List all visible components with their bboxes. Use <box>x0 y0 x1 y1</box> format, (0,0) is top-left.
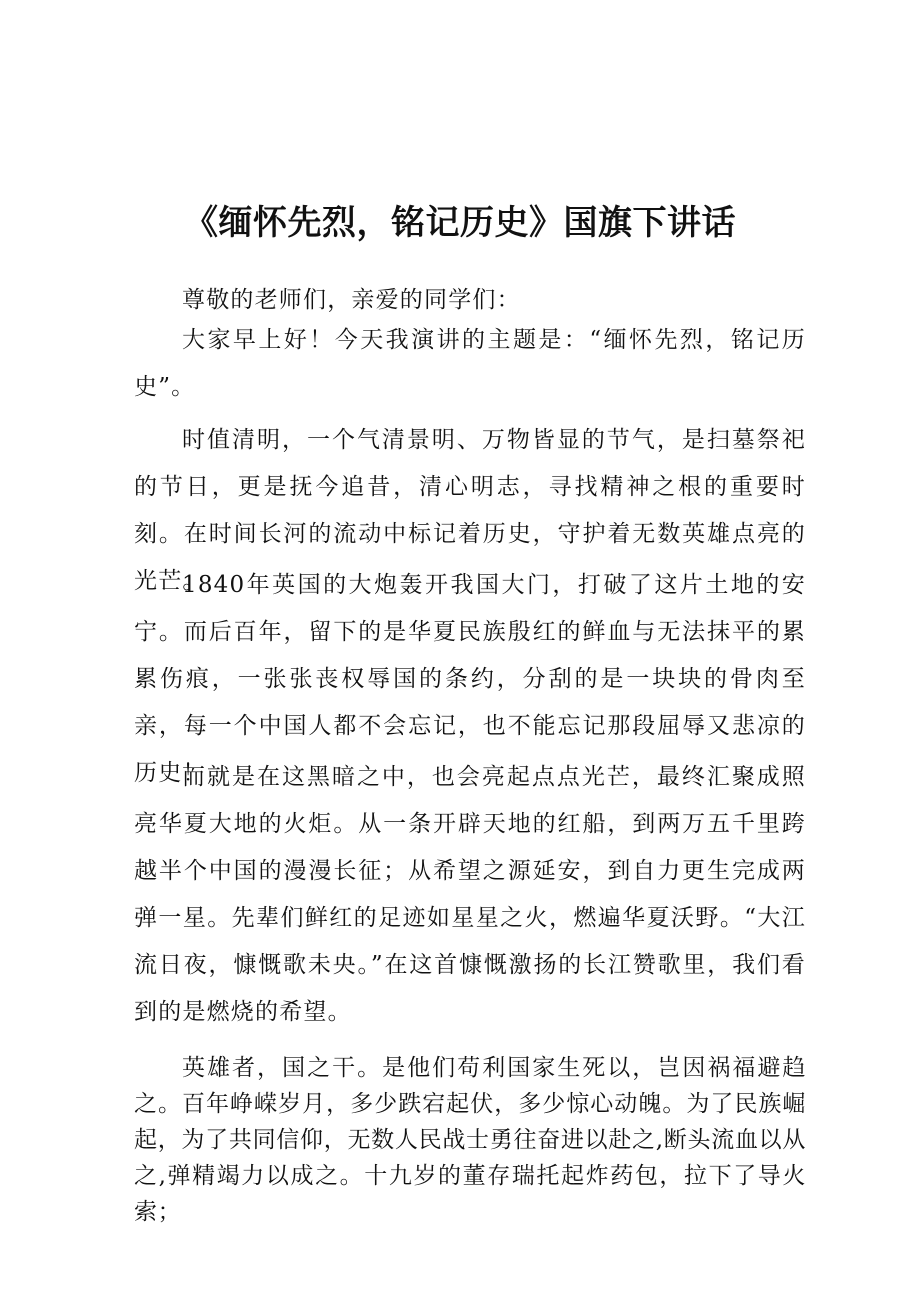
salutation: 尊敬的老师们，亲爱的同学们： <box>182 287 521 313</box>
paragraph-history: 1840年英国的大炮轰开我国大门，打破了这片土地的安宁。而后百年，留下的是华夏民族殷红的鲜血与无法抹平的累累伤痕，一张张丧权辱国的条约，分刮的是一块块的骨肉至亲，每一个中国人都不会忘记，也不能忘记那段屈辱又悲凉的历史！ <box>134 572 806 786</box>
paragraph-light: 而就是在这黑暗之中，也会亮起点点光芒，最终汇聚成照亮华夏大地的火炬。从一条开辟天地的红船，到两万五千里跨越半个中国的漫漫长征；从希望之源延安，到自力更生完成两弹一星。先辈们鲜红的足迹如星星之火，燃遍华夏沃野。“大江流日夜，慷慨歌未央。”在这首慷慨激扬的长江赞歌里，我们看到的是燃烧的希望。 <box>134 764 806 1025</box>
paragraph-heroes: 英雄者，国之干。是他们苟利国家生死以，岂因祸福避趋之。百年峥嵘岁月，多少跌宕起伏，多少惊心动魄。为了民族崛起，为了共同信仰，无数人民战士勇往奋进以赴之,断头流血以从之,弹精竭力以成之。十九岁的董存瑞托起炸药包，拉下了导火索； <box>134 1055 806 1225</box>
page-title: 《缅怀先烈，铭记历史》国旗下讲话 <box>184 202 736 243</box>
paragraph-greeting: 大家早上好！今天我演讲的主题是：“缅怀先烈，铭记历史”。 <box>134 327 806 400</box>
paragraph-qingming: 时值清明，一个气清景明、万物皆显的节气，是扫墓祭祀的节日，更是抚今追昔，清心明志，寻找精神之根的重要时刻。在时间长河的流动中标记着历史，守护着无数英雄点亮的光芒。 <box>134 427 806 594</box>
